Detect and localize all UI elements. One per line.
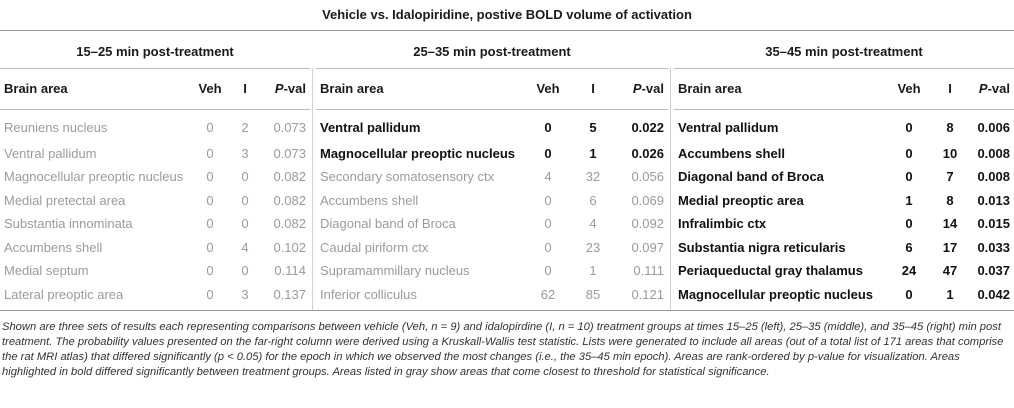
col-veh: Veh [536, 81, 560, 96]
table-row: Accumbens shell 0 4 0.102 [4, 239, 306, 255]
table-row: Diagonal band of Broca 0 4 0.092 [320, 216, 664, 231]
table-row: Diagonal band of Broca 0 7 0.008 [678, 169, 1010, 184]
col-veh: Veh [897, 81, 921, 96]
table-row: Supramammillary nucleus 0 1 0.111 [320, 263, 664, 278]
table-row: Ventral pallidum 0 3 0.073 [4, 145, 306, 161]
panel-title: 35–45 min post-treatment [765, 44, 923, 59]
table-row: Medial preoptic area 1 8 0.013 [678, 192, 1010, 208]
table-row: Ventral pallidum 0 5 0.022 [320, 120, 664, 135]
table-row: Magnocellular preoptic nucleus 0 0 0.082 [4, 169, 306, 184]
table-row: Medial septum 0 0 0.114 [4, 263, 306, 278]
table-row: Substantia innominata 0 0 0.082 [4, 216, 306, 231]
column-divider [312, 68, 313, 310]
col-i: I [948, 81, 952, 96]
header-row [0, 69, 310, 110]
col-brain-area: Brain area [320, 81, 384, 96]
title-rule [0, 30, 1014, 31]
table-footnote: Shown are three sets of results each representing comparisons between vehicle (Veh, n = 9) and idalopirdine (I, n = 10) treatment groups at times 15–25 (left), 25–35 (middle), and 35–45 (right) min post treatment. The probability values presented on the far-right column were derived using a Kruskall-Wallis test statistic. Lists were generated to include all areas (out of a total list of 171 areas that comprise the rat MRI atlas) that differed significantly (p < 0.05) for the epoch in which we observed the most changes (i.e., the 35–45 min epoch). Areas are rank-ordered by p-value for visualization. Areas highlighted in bold differed significantly between treatment groups. Areas listed in gray show areas that come closest to threshold for statistical significance. [2, 321, 1004, 378]
table-row: Ventral pallidum 0 8 0.006 [678, 120, 1010, 135]
header-row [316, 69, 668, 110]
table-title: Vehicle vs. Idalopiridine, postive BOLD volume of activation [322, 7, 692, 22]
table-row: Substantia nigra reticularis 6 17 0.033 [678, 239, 1010, 255]
col-veh: Veh [198, 81, 222, 96]
table-row: Inferior colliculus 62 85 0.121 [320, 286, 664, 302]
table-row: Accumbens shell 0 10 0.008 [678, 145, 1010, 161]
header-row [674, 69, 1014, 110]
table-row: Periaqueductal gray thalamus 24 47 0.037 [678, 263, 1010, 278]
table-row: Caudal piriform ctx 0 23 0.097 [320, 239, 664, 255]
table-row: Medial pretectal area 0 0 0.082 [4, 192, 306, 208]
results-table [316, 68, 668, 306]
col-i: I [591, 81, 595, 96]
results-table [0, 68, 310, 306]
col-i: I [243, 81, 247, 96]
table-row: Accumbens shell 0 6 0.069 [320, 192, 664, 208]
col-pval: P-val [632, 81, 664, 96]
results-table [674, 68, 1014, 306]
panel-title: 25–35 min post-treatment [413, 44, 571, 59]
col-brain-area: Brain area [4, 81, 68, 96]
panel-title: 15–25 min post-treatment [76, 44, 234, 59]
table-row: Magnocellular preoptic nucleus 0 1 0.026 [320, 145, 664, 161]
table-row: Reuniens nucleus 0 2 0.073 [4, 120, 306, 135]
table-row: Lateral preoptic area 0 3 0.137 [4, 286, 306, 302]
table-row: Infralimbic ctx 0 14 0.015 [678, 216, 1010, 231]
col-pval: P-val [978, 81, 1010, 96]
table-row: Secondary somatosensory ctx 4 32 0.056 [320, 169, 664, 184]
panel-35-45 [674, 36, 1014, 306]
col-pval: P-val [274, 81, 306, 96]
bottom-rule [0, 310, 1014, 311]
panel-25-35 [316, 36, 668, 306]
table-row: Magnocellular preoptic nucleus 0 1 0.042 [678, 286, 1010, 302]
column-divider [670, 68, 671, 310]
panel-15-25 [0, 36, 310, 306]
col-brain-area: Brain area [678, 81, 742, 96]
